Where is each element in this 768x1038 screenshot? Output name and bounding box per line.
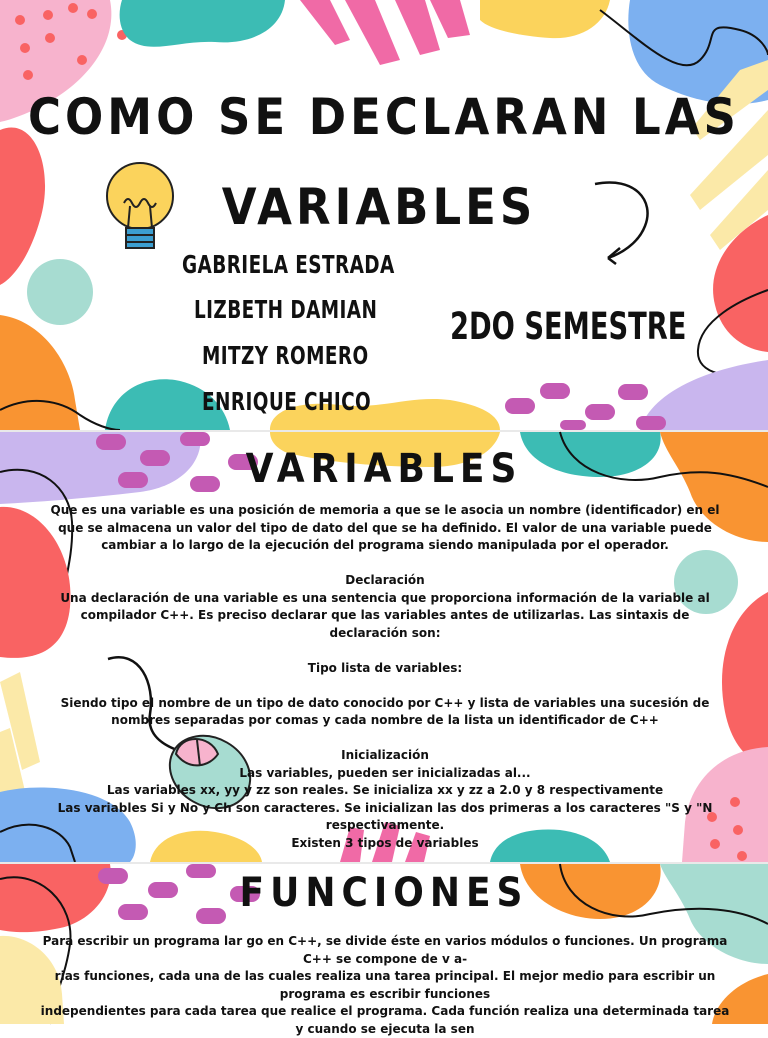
title-line-1: COMO SE DECLARAN LAS: [28, 88, 740, 146]
init-line: Las variables, pueden ser inicializadas al...: [239, 765, 531, 780]
init-line: Las variables Si y No y Ch son caracteres. Se inicializan las dos primeras a los caracteres "S y "N respectivamente.: [57, 800, 713, 832]
funciones-line: independientes para cada tarea que realice el programa. Cada función realiza una determinada tarea y cuando se ejecuta la sen: [40, 1004, 730, 1036]
funciones-line: rias funciones, cada una de las cuales realiza una tarea principal. El mejor medio para escribir un programa es escribir funciones: [54, 969, 716, 1001]
author-name: LIZBETH DAMIAN: [194, 295, 378, 324]
funciones-body: [40, 933, 730, 1038]
siendo-text: Siendo tipo el nombre de un tipo de dato conocido por C++ y lista de variables una sucesión de nombres separadas por comas y cada nombre de la lista un identificador de C++: [60, 695, 710, 727]
init-line: Las variables xx, yy y zz son reales. Se inicializa xx y zz a 2.0 y 8 respectivamente: [106, 783, 664, 797]
author-name: GABRIELA ESTRADA: [182, 250, 395, 279]
funciones-heading: FUNCIONES: [239, 870, 529, 916]
variables-intro: Que es una variable es una posición de memoria a que se le asocia un nombre (identificador) en el que se almacena un valor del tipo de dato del que se ha definido. El valor de una variable puede cambiar a lo largo de la ejecución del programa siendo manipulada por el operador.: [50, 503, 720, 552]
semester-label: 2DO SEMESTRE: [450, 305, 687, 348]
init-line: Existen 3 tipos de variables: [291, 835, 479, 850]
author-name: ENRIQUE CHICO: [202, 387, 372, 416]
title-line-2: VARIABLES: [221, 178, 537, 236]
declaracion-heading: Declaración: [345, 573, 425, 587]
slide-variables: [0, 432, 768, 862]
inicializacion-heading: Inicialización: [341, 748, 429, 762]
author-name: MITZY ROMERO: [202, 341, 369, 370]
slide-funciones: [0, 864, 768, 1036]
slide-title: [0, 0, 768, 430]
tipo-lista-label: Tipo lista de variables:: [307, 660, 463, 675]
funciones-line: Para escribir un programa lar go en C++, se divide éste en varios módulos o funciones. Un programa C++ se compone de v a-: [42, 934, 728, 966]
variables-heading: VARIABLES: [245, 446, 523, 492]
variables-body: [40, 502, 730, 852]
declaracion-text: Una declaración de una variable es una sentencia que proporciona información de la variable al compilador C++. Es preciso declarar que las variables antes de utilizarlas. Las sintaxis de declaración son:: [60, 590, 710, 640]
